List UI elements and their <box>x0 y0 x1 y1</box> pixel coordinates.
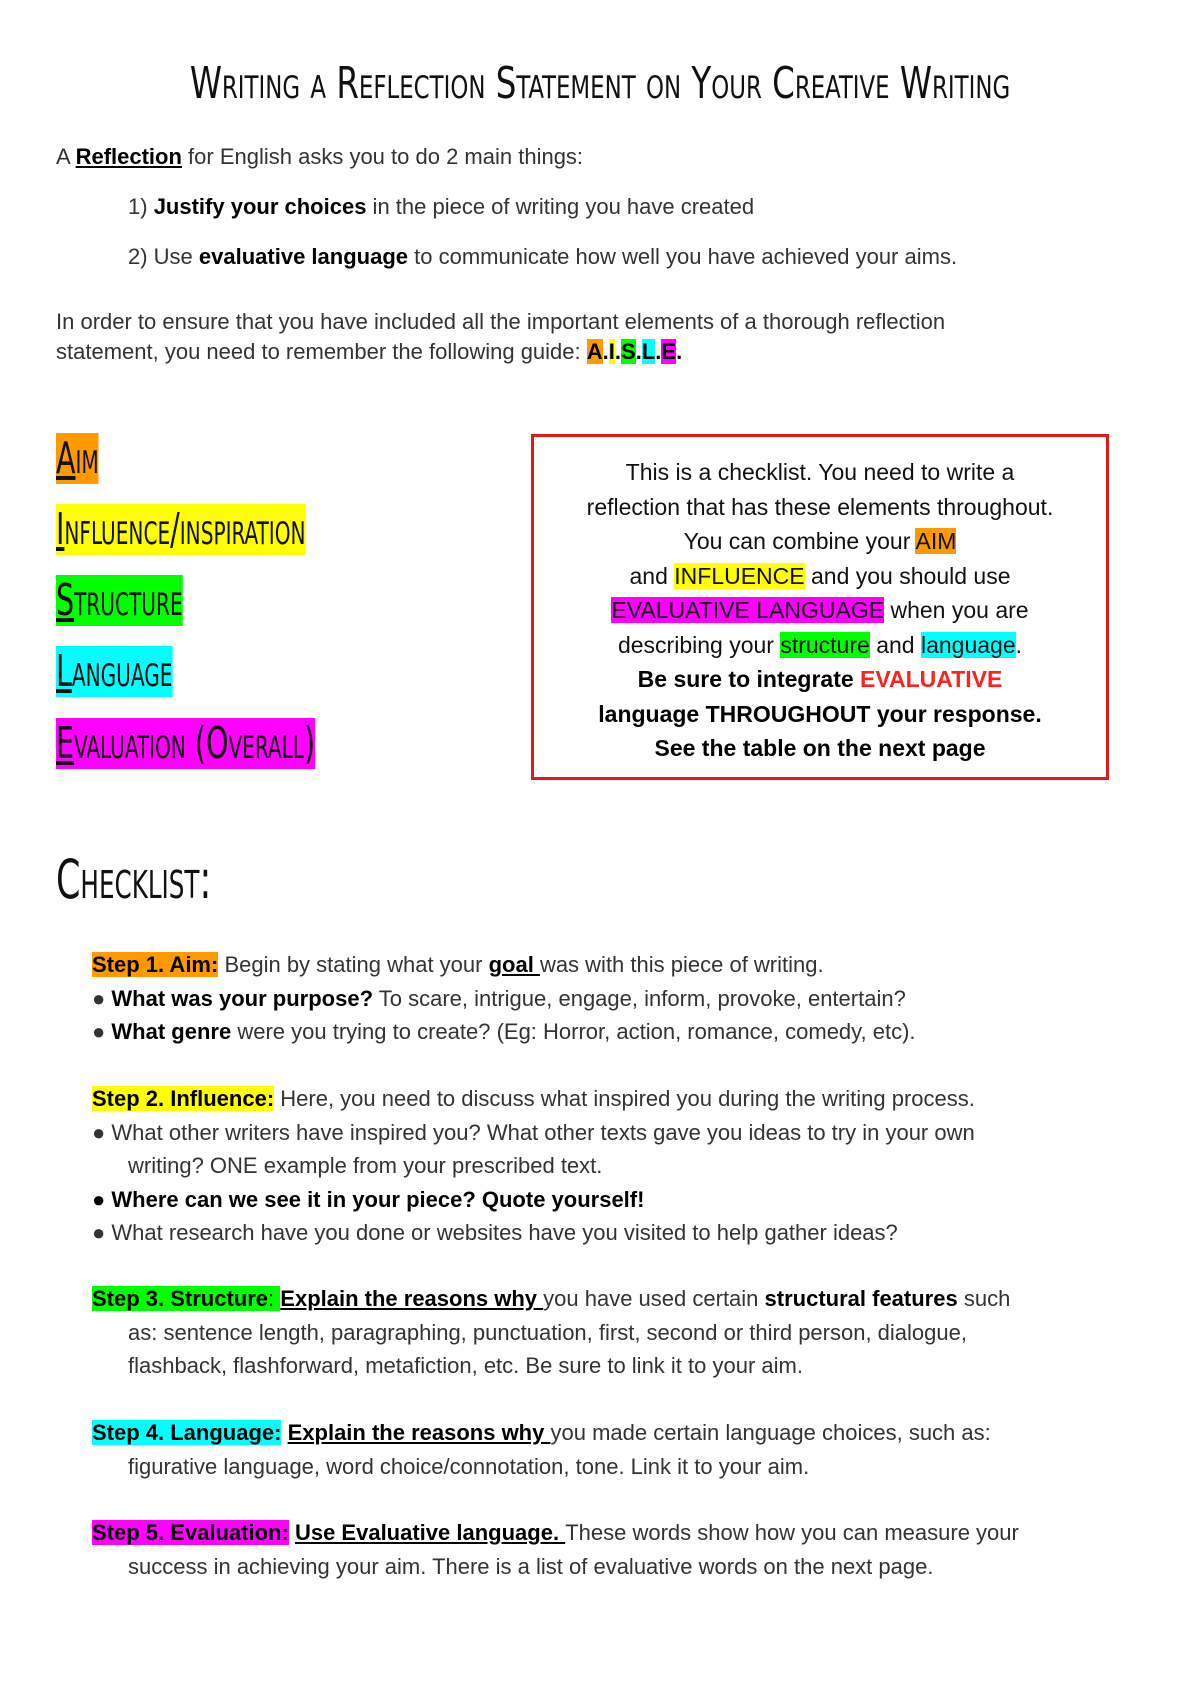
aisle-aim <box>56 430 99 488</box>
acronym-letter: I <box>608 339 615 364</box>
bullet-item <box>92 1015 1132 1049</box>
checklist-note-box <box>531 434 1109 780</box>
page-title: Writing a Reflection Statement on Your Creative Writing <box>189 58 1011 109</box>
step-1 <box>92 948 1132 1049</box>
note-text: You can combine your <box>683 528 916 554</box>
note-line <box>534 662 1106 697</box>
aisle-initial: L <box>56 646 72 697</box>
bullet-continuation: writing? ONE example from your prescribed text. <box>128 1153 603 1178</box>
note-influence: INFLUENCE <box>674 562 805 589</box>
note-structure: structure <box>780 631 870 658</box>
reflection-word: Reflection <box>75 144 182 169</box>
note-text: and <box>869 631 921 658</box>
aisle-word: anguage <box>71 646 173 697</box>
note-line: This is a checklist. You need to write a <box>625 459 1015 485</box>
guide-line-2: statement, you need to remember the following guide: <box>56 339 587 364</box>
note-aim: AIM <box>915 528 957 554</box>
step-text: These words show how you can measure your <box>565 1520 1019 1545</box>
acronym-dot: . <box>602 339 609 364</box>
bullet-bold: Where can we see it in your piece? Quote yourself! <box>111 1186 645 1212</box>
note-text: describing your <box>617 631 781 658</box>
note-line <box>534 628 1106 663</box>
step-underlined: Explain the reasons why <box>287 1420 551 1445</box>
step-2 <box>92 1082 1132 1250</box>
intro-text: A <box>56 144 76 169</box>
intro-item-1 <box>128 192 754 222</box>
note-text <box>534 455 1106 766</box>
step-continuation: as: sentence length, paragraphing, punctuation, first, second or third person, dialogue, <box>128 1319 967 1345</box>
step-5 <box>92 1516 1132 1583</box>
step-colon: : <box>268 1286 281 1311</box>
item-rest: in the piece of writing you have created <box>366 194 755 219</box>
aisle-initial: I <box>56 504 65 555</box>
aisle-initial: E <box>56 718 75 769</box>
checklist-heading: Checklist: <box>56 848 212 911</box>
step-continuation: flashback, flashforward, metafiction, etc. Be sure to link it to your aim. <box>128 1353 803 1378</box>
note-line: See the table on the next page <box>654 735 986 761</box>
item-bold: Justify your choices <box>153 194 367 219</box>
step-4 <box>92 1416 1132 1483</box>
bullet-icon: ● <box>92 1186 106 1212</box>
note-text: Be sure to integrate <box>637 666 861 692</box>
aisle-word: nfluence/inspiration <box>64 504 306 555</box>
step-underlined: Use Evaluative language. <box>294 1520 566 1545</box>
note-text: when you are <box>884 597 1029 623</box>
item-number: 1) <box>128 194 154 219</box>
aisle-influence <box>56 501 306 559</box>
bullet-icon: ● <box>92 1019 106 1044</box>
acronym-letter: A <box>586 339 603 364</box>
guide-paragraph <box>56 307 1156 367</box>
note-line <box>534 559 1106 594</box>
acronym-dot: . <box>614 339 622 364</box>
bullet-icon: ● <box>92 985 106 1011</box>
bullet-text: What other writers have inspired you? What other texts gave you ideas to try in your own <box>111 1119 975 1145</box>
step-3 <box>92 1282 1132 1383</box>
bullet-item <box>92 982 1132 1016</box>
step-label: Step 4. Language: <box>92 1420 282 1445</box>
note-text: and you should use <box>804 562 1011 589</box>
acronym-dot: . <box>635 339 642 364</box>
bullet-item <box>92 1183 1132 1217</box>
aisle-language <box>56 643 172 701</box>
intro-text-rest: for English asks you to do 2 main things: <box>181 144 584 169</box>
bullet-text: were you trying to create? (Eg: Horror, action, romance, comedy, etc). <box>231 1019 916 1044</box>
bullet-item <box>92 1116 1132 1150</box>
bullet-bold: What was your purpose? <box>111 985 374 1011</box>
note-line <box>534 524 1106 559</box>
intro-line <box>56 142 583 172</box>
step-text: Begin by stating what your <box>218 952 489 977</box>
aisle-structure <box>56 572 183 630</box>
aisle-initial: S <box>56 575 75 626</box>
acronym-dot: . <box>676 339 683 364</box>
guide-line-1: In order to ensure that you have included all the important elements of a thorough reflection <box>56 309 946 334</box>
aisle-word: im <box>75 433 99 484</box>
note-line: language THROUGHOUT your response. <box>598 700 1042 727</box>
bullet-icon: ● <box>92 1119 106 1145</box>
bullet-text: What research have you done or websites have you visited to help gather ideas? <box>111 1220 898 1245</box>
step-bold: structural features <box>764 1286 958 1311</box>
note-evaluative: EVALUATIVE LANGUAGE <box>611 597 885 623</box>
note-text: and <box>629 562 675 589</box>
aisle-word: tructure <box>74 575 183 626</box>
step-text: you made certain language choices, such as: <box>550 1420 991 1445</box>
note-evaluative-red: EVALUATIVE <box>860 666 1003 692</box>
bullet-text: To scare, intrigue, engage, inform, provoke, entertain? <box>373 985 906 1011</box>
item-bold: evaluative language <box>198 244 409 269</box>
step-label: Step 1. Aim: <box>92 952 219 977</box>
step-text: such <box>957 1286 1011 1311</box>
item-text: 2) Use <box>128 244 199 269</box>
step-continuation: success in achieving your aim. There is a list of evaluative words on the next page. <box>128 1553 934 1579</box>
bullet-bold: What genre <box>111 1019 232 1044</box>
note-line: reflection that has these elements throughout. <box>586 493 1054 520</box>
step-text: was with this piece of writing. <box>539 952 824 977</box>
aisle-evaluation <box>56 715 315 773</box>
item-rest: to communicate how well you have achieved your aims. <box>408 244 958 269</box>
aisle-word: valuation (Overall) <box>74 718 316 769</box>
step-text: Here, you need to discuss what inspired you during the writing process. <box>274 1086 975 1111</box>
step-underlined: Explain the reasons why <box>280 1286 544 1311</box>
step-label: Step 2. Influence: <box>92 1086 275 1111</box>
step-label: Step 5. Evaluation: <box>92 1520 289 1545</box>
goal-word: goal <box>488 952 540 977</box>
step-text: you have used certain <box>543 1286 765 1311</box>
step-label: Step 3. Structure <box>92 1286 269 1311</box>
acronym-dot: . <box>655 339 662 364</box>
note-text: . <box>1015 631 1023 658</box>
acronym-letter: L <box>641 339 656 364</box>
note-language: language <box>920 631 1016 658</box>
intro-item-2 <box>128 242 957 272</box>
step-continuation: figurative language, word choice/connotation, tone. Link it to your aim. <box>128 1453 810 1479</box>
bullet-item <box>92 1216 1132 1250</box>
bullet-icon: ● <box>92 1220 106 1245</box>
note-line <box>534 593 1106 628</box>
aisle-initial: A <box>56 433 76 484</box>
acronym-letter: S <box>621 339 636 364</box>
acronym-letter: E <box>661 339 677 364</box>
